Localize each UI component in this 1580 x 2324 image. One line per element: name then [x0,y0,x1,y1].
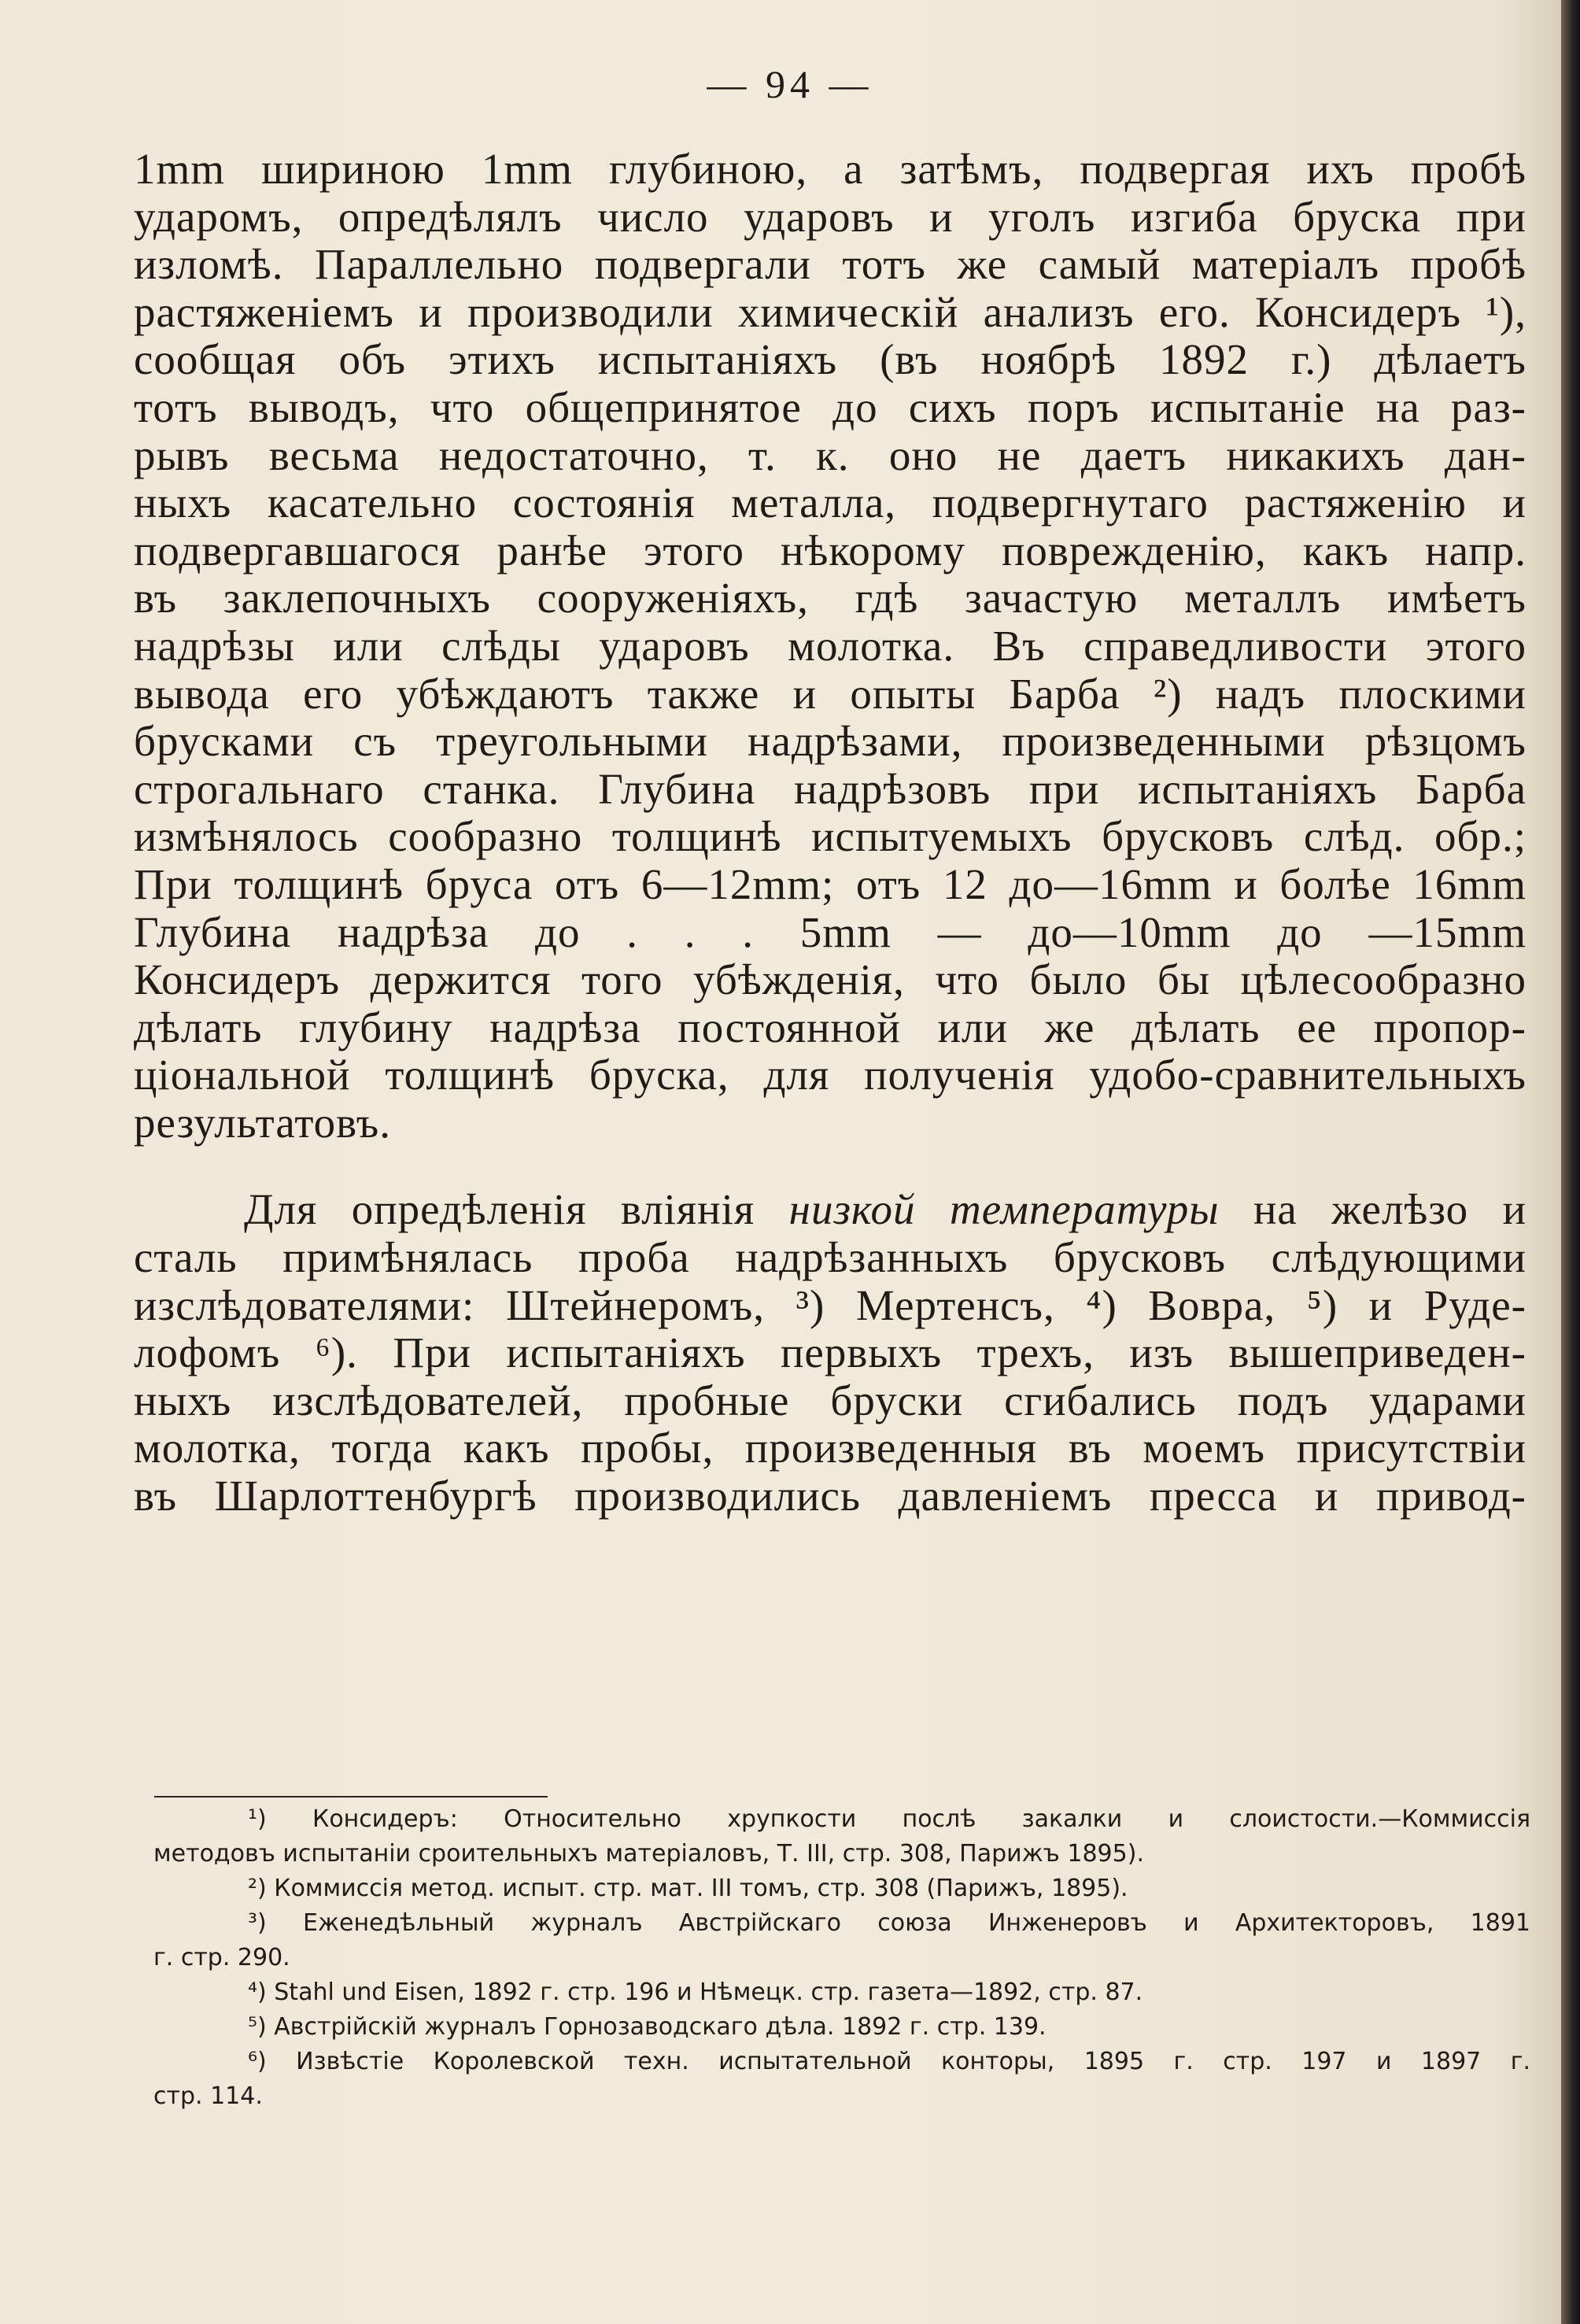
text-line: измѣнялось сообразно толщинѣ испытуемыхъ брусковъ слѣд. обр.; [134,812,1526,861]
text-line: брусками съ треугольными надрѣзами, произведенными рѣзцомъ [134,717,1526,766]
page-number: — 94 — [707,62,873,106]
main-text [134,146,1526,1520]
text-span: на желѣзо и [1253,1185,1527,1234]
footnote-line: ⁴) Stahl und Eisen, 1892 г. стр. 196 и Нѣмецк. стр. газета—1892, стр. 87. [248,1979,1143,2006]
text-line: подвергавшагося ранѣе этого нѣкорому поврежденію, какъ напр. [134,526,1526,575]
text-line: растяженіемъ и производили химическій анализъ его. Консидеръ ¹), [134,287,1526,336]
text-line: изломѣ. Параллельно подвергали тотъ же самый матеріалъ пробѣ [134,240,1526,289]
text-line: дѣлать глубину надрѣза постоянной или же дѣлать ее пропор- [134,1003,1526,1051]
text-line: молотка, тогда какъ пробы, произведенныя въ моемъ присутствіи [134,1424,1526,1472]
text-line: тотъ выводъ, что общепринятое до сихъ поръ испытаніе на раз- [134,382,1526,431]
text-line: ударомъ, опредѣлялъ число ударовъ и уголъ изгиба бруска при [134,192,1526,241]
footnote-line: ³) Еженедѣльный журналъ Австрійскаго союза Инженеровъ и Архитекторовъ, 1891 [248,1909,1530,1937]
text-line: ныхъ изслѣдователей, пробные бруски сгибались подъ ударами [134,1376,1526,1424]
text-line: вывода его убѣждаютъ также и опыты Барба ²) надъ плоскими [134,669,1526,718]
text-line: лофомъ ⁶). При испытаніяхъ первыхъ трехъ, изъ вышеприведен- [134,1328,1526,1377]
italic-emphasis: низкой температуры [788,1185,1220,1234]
footnote-line: г. стр. 290. [153,1944,290,1971]
paragraph-gap [134,1147,1526,1186]
text-line: въ заклепочныхъ сооруженіяхъ, гдѣ зачастую металлъ имѣетъ [134,574,1526,623]
paragraph-2-first-line [134,1186,1526,1234]
footnote-line: стр. 114. [153,2082,263,2110]
text-span: Для опредѣленія вліянія [244,1185,755,1234]
text-line: сталь примѣнялась проба надрѣзанныхъ брусковъ слѣдующими [134,1233,1526,1282]
text-line: строгальнаго станка. Глубина надрѣзовъ при испытаніяхъ Барба [134,764,1526,813]
text-line: въ Шарлоттенбургѣ производились давленіемъ пресса и привод- [134,1472,1526,1520]
footnotes [153,1802,1530,2114]
text-line: При толщинѣ бруса отъ 6—12mm; отъ 12 до—16mm и болѣе 16mm [134,859,1526,908]
text-line: ціональной толщинѣ бруска, для полученія удобо-сравнительныхъ [134,1051,1526,1099]
footnote-divider [154,1796,548,1797]
text-line: надрѣзы или слѣды ударовъ молотка. Въ справедливости этого [134,621,1526,670]
text-line: Консидеръ держится того убѣжденія, что было бы цѣлесообразно [134,955,1526,1004]
text-line: Глубина надрѣза до . . . 5mm — до—10mm до —15mm [134,907,1526,956]
text-line: сообщая объ этихъ испытаніяхъ (въ ноябрѣ 1892 г.) дѣлаетъ [134,335,1526,384]
text-line: изслѣдователями: Штейнеромъ, ³) Мертенсъ, ⁴) Вовра, ⁵) и Руде- [134,1280,1526,1329]
footnote-line: ²) Коммиссія метод. испыт. стр. мат. III томъ, стр. 308 (Парижъ, 1895). [248,1875,1128,1902]
book-binding-edge [1561,0,1580,2324]
text-line: рывъ весьма недостаточно, т. к. оно не даетъ никакихъ дан- [134,430,1526,479]
footnote-line: ⁶) Извѣстіе Королевской техн. испытательной конторы, 1895 г. стр. 197 и 1897 г. [248,2048,1530,2075]
text-line: 1mm шириною 1mm глубиною, а затѣмъ, подвергая ихъ пробѣ [134,145,1526,193]
footnote-line: методовъ испытаніи сроительныхъ матеріаловъ, Т. III, стр. 308, Парижъ 1895). [153,1840,1144,1868]
text-line: ныхъ касательно состоянія металла, подвергнутаго растяженію и [134,478,1526,527]
footnote-line: ⁵) Австрійскій журналъ Горнозаводскаго дѣла. 1892 г. стр. 139. [248,2013,1047,2041]
footnote-line: ¹) Консидеръ: Относительно хрупкости послѣ закалки и слоистости.—Коммиссія [248,1805,1530,1833]
text-line: результатовъ. [134,1098,391,1147]
